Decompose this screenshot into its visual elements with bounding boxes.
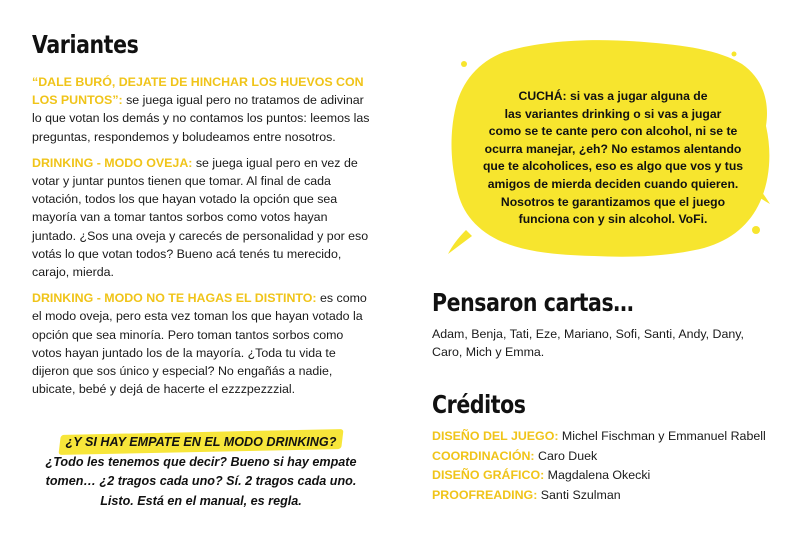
creditos-section (432, 390, 772, 505)
credit-item (432, 447, 772, 467)
cucha-line: las variantes drinking o si vas a jugar (504, 106, 722, 121)
cucha-line: funciona con y sin alcohol. VoFi. (518, 212, 708, 227)
cucha-line: Nosotros te garantizamos que el juego (500, 194, 726, 209)
cucha-line: CUCHÁ: si vas a jugar alguna de (518, 89, 708, 103)
variante-modo-no-distinto (32, 289, 372, 398)
cucha-notice (476, 88, 750, 229)
credit-role: PROOFREADING: (432, 487, 538, 502)
variantes-section (32, 30, 372, 406)
variante-modo-oveja (32, 154, 372, 281)
cucha-line: como se te cante pero con alcohol, ni se te (488, 124, 738, 139)
credit-role: COORDINACIÓN: (432, 448, 535, 463)
empate-line: ¿Todo les tenemos que decir? Bueno si hay empate (45, 454, 357, 469)
cucha-line: ocurra manejar, ¿eh? No estamos alentando (484, 141, 742, 156)
empate-box (36, 433, 366, 511)
credit-role: DISEÑO GRÁFICO: (432, 468, 545, 483)
empate-line: tomen… ¿2 tragos cada uno? Sí. 2 tragos cada uno. (45, 474, 357, 489)
credit-item (432, 486, 772, 506)
variante-text: se juega igual pero no tratamos de adivinar lo que votan los demás y no contamos los puntos: leemos las preguntas, respondemos y boludeamos entre nosotros. (32, 93, 370, 144)
creditos-title: Créditos (432, 390, 526, 419)
credit-name: Santi Szulman (537, 487, 621, 502)
variante-keyword: “DALE BURÓ, DEJATE DE HINCHAR LOS HUEVOS CON LOS PUNTOS”: (32, 75, 364, 108)
cucha-line: amigos de mierda deciden cuando quieren. (487, 176, 739, 191)
pensaron-line: Caro, Mich y Emma. (432, 345, 545, 360)
variante-keyword: DRINKING - MODO OVEJA: (32, 155, 193, 170)
empate-line: Listo. Está en el manual, es regla. (100, 493, 302, 508)
pensaron-line: Adam, Benja, Tati, Eze, Mariano, Sofi, Santi, Andy, Dany, (432, 327, 744, 341)
credit-separator: : (554, 429, 559, 443)
credit-item (432, 466, 772, 486)
pensaron-title: Pensaron cartas… (432, 288, 634, 317)
credit-role: DISEÑO DEL JUEGO (432, 429, 555, 443)
cucha-line: que te alcoholices, eso es algo que vos y tus (482, 159, 744, 174)
credit-item (432, 427, 772, 447)
empate-question: ¿Y SI HAY EMPATE EN EL MODO DRINKING? (65, 435, 337, 449)
pensaron-section (432, 288, 772, 362)
credit-name: Caro Duek (534, 448, 598, 463)
variantes-title: Variantes (32, 30, 139, 59)
variante-text: se juega igual pero en vez de votar y juntar puntos tienen que tomar. Al final de cada votación, todos los que hayan votado la opción que sea mayoría van a tomar tantos sorbos como votos hayan juntado. ¿Sos una oveja y carecés de personalidad y por eso votás lo que votan todos? Bueno acá tenés tu merecido, carajo, mierda. (32, 155, 369, 280)
credit-name: Magdalena Okecki (544, 468, 651, 483)
credit-name: Michel Fischman y Emmanuel Rabell (558, 429, 766, 443)
variante-text: es como el modo oveja, pero esta vez toman los que hayan votado la opción que sea minoría. Pero toman tantos sorbos como votos hayan juntado los de la mayoría. ¿Toda tu vida te dijeron que sos único y especial? No engañás a nadie, ubicate, bebé y dejá de hacerte el ezzzpezzzial. (32, 291, 367, 397)
variante-keyword: DRINKING - MODO NO TE HAGAS EL DISTINTO: (32, 291, 317, 306)
variante-dale-buro (32, 73, 372, 146)
